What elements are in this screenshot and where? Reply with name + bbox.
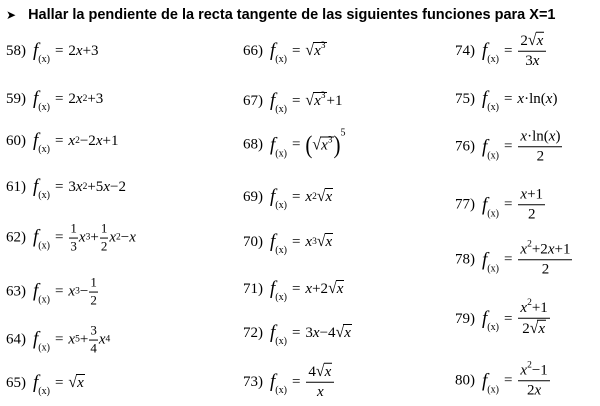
exercise-79: 79) f (x) = $x^2+1$ 2 √ x bbox=[455, 300, 551, 339]
function-expression: 3 x −4 √ x bbox=[305, 323, 351, 342]
exercise-number: 69) bbox=[243, 188, 263, 205]
exercise-76: 76) f (x) = $\frac{x\cdot\ln(x)}{2}$ bbox=[455, 128, 563, 166]
exercise-number: 72) bbox=[243, 324, 263, 341]
exercise-number: 76) bbox=[455, 138, 475, 155]
function-expression: x +2 √ x bbox=[305, 279, 344, 298]
exercise-63: 63) f (x) = x 3 − $\frac{1}{2}$ bbox=[6, 274, 97, 308]
exercise-number: 64) bbox=[6, 331, 26, 348]
exercise-61: 61) f (x) = 3 x 2 +5 x −2 bbox=[6, 176, 126, 201]
function-expression: √ $x^3$ +1 bbox=[305, 91, 343, 110]
function-expression: $\frac{x+1}{2}$ bbox=[520, 186, 544, 223]
function-expression: x 2 −2 x +1 bbox=[68, 132, 119, 149]
function-label: f (x) bbox=[482, 40, 499, 65]
function-expression: $x^2+1$ 2 √ x bbox=[520, 297, 548, 338]
function-label: f (x) bbox=[270, 90, 287, 115]
function-label: f (x) bbox=[482, 249, 499, 274]
function-label: f (x) bbox=[33, 227, 50, 252]
function-expression: ( √ $x^3$ ) 5 bbox=[305, 127, 346, 159]
exercise-80: 80) f (x) = $\frac{x^2-1}{2x}$ bbox=[455, 362, 551, 400]
exercise-number: 79) bbox=[455, 310, 475, 327]
function-expression: x 5 + $\frac{3}{4}$ x 4 bbox=[68, 322, 111, 356]
function-label: f (x) bbox=[482, 308, 499, 333]
exercise-59: 59) f (x) = 2 x 2 +3 bbox=[6, 88, 104, 113]
exercise-number: 70) bbox=[243, 233, 263, 250]
exercise-number: 59) bbox=[6, 90, 26, 107]
exercise-number: 63) bbox=[6, 283, 26, 300]
arrow-bullet-icon: ➤ bbox=[6, 8, 17, 22]
exercise-68: 68) f (x) = ( √ $x^3$ ) 5 bbox=[243, 127, 346, 159]
exercise-number: 65) bbox=[6, 374, 26, 391]
function-label: f (x) bbox=[33, 176, 50, 201]
function-label: f (x) bbox=[482, 370, 499, 395]
function-expression: 2 x +3 bbox=[68, 42, 99, 59]
exercise-78: 78) f (x) = $\frac{x^2+2x+1}{2}$ bbox=[455, 241, 573, 279]
exercise-58: 58) f (x) = 2 x +3 bbox=[6, 40, 99, 65]
exercise-73: 73) f (x) = 4 √ x x bbox=[243, 363, 335, 402]
function-label: f (x) bbox=[482, 194, 499, 219]
exercise-number: 71) bbox=[243, 280, 263, 297]
exercise-number: 78) bbox=[455, 251, 475, 268]
function-label: f (x) bbox=[33, 372, 50, 397]
function-label: f (x) bbox=[270, 278, 287, 303]
function-label: f (x) bbox=[33, 88, 50, 113]
function-expression: 4 √ x x bbox=[305, 363, 335, 402]
heading bbox=[6, 4, 555, 26]
exercise-65: 65) f (x) = √ x bbox=[6, 372, 84, 397]
exercise-number: 80) bbox=[455, 372, 475, 389]
exercise-77: 77) f (x) = $\frac{x+1}{2}$ bbox=[455, 186, 546, 224]
function-label: f (x) bbox=[270, 186, 287, 211]
heading-text: Hallar la pendiente de la recta tangente de las siguientes funciones para X=1 bbox=[28, 7, 556, 23]
exercise-72: 72) f (x) = 3 x −4 √ x bbox=[243, 322, 351, 347]
function-expression: 2 x 2 +3 bbox=[68, 90, 104, 107]
function-expression: √ $x^3$ bbox=[305, 41, 326, 60]
exercise-number: 58) bbox=[6, 42, 26, 59]
exercise-number: 66) bbox=[243, 42, 263, 59]
exercise-number: 73) bbox=[243, 373, 263, 390]
function-label: f (x) bbox=[33, 40, 50, 65]
function-label: f (x) bbox=[33, 329, 50, 354]
function-expression: $\frac{x\cdot\ln(x)}{2}$ bbox=[520, 128, 561, 165]
function-label: f (x) bbox=[270, 40, 287, 65]
function-label: f (x) bbox=[482, 136, 499, 161]
function-label: f (x) bbox=[270, 371, 287, 396]
function-expression: $\frac{x^2+2x+1}{2}$ bbox=[520, 239, 571, 278]
exercise-64: 64) f (x) = x 5 + $\frac{3}{4}$ x 4 bbox=[6, 322, 111, 356]
exercise-74: 74) f (x) = 2 √ x 3x bbox=[455, 32, 547, 71]
exercise-number: 61) bbox=[6, 178, 26, 195]
function-expression: √ x bbox=[68, 373, 84, 392]
function-expression: x ·ln( x ) bbox=[517, 90, 558, 107]
exercise-number: 74) bbox=[455, 42, 475, 59]
exercise-number: 68) bbox=[243, 136, 263, 153]
function-label: f (x) bbox=[33, 130, 50, 155]
exercise-71: 71) f (x) = x +2 √ x bbox=[243, 278, 344, 303]
function-expression: $\frac{1}{3}$ x 3 + $\frac{1}{2}$ x 2 − x bbox=[70, 220, 136, 254]
exercise-number: 75) bbox=[455, 90, 475, 107]
function-label: f (x) bbox=[270, 322, 287, 347]
exercise-62: 62) f (x) = $\frac{1}{3}$ x 3 + $\frac{1}{2}$ x 2 − x bbox=[6, 220, 136, 254]
exercise-number: 67) bbox=[243, 92, 263, 109]
function-label: f (x) bbox=[270, 134, 287, 159]
function-expression: $\frac{x^2-1}{2x}$ bbox=[520, 360, 548, 399]
function-expression: x 3 − $\frac{1}{2}$ bbox=[68, 274, 97, 308]
function-expression: 2 √ x 3x bbox=[517, 32, 547, 71]
exercise-67: 67) f (x) = √ $x^3$ +1 bbox=[243, 90, 343, 115]
function-expression: x 3 √ x bbox=[305, 232, 333, 251]
exercise-66: 66) f (x) = √ $x^3$ bbox=[243, 40, 326, 65]
function-label: f (x) bbox=[33, 281, 50, 306]
function-label: f (x) bbox=[270, 231, 287, 256]
function-expression: 3 x 2 +5 x −2 bbox=[68, 178, 126, 195]
function-label: f (x) bbox=[482, 88, 499, 113]
exercise-number: 77) bbox=[455, 196, 475, 213]
exercise-number: 60) bbox=[6, 132, 26, 149]
exercise-75: 75) f (x) = x ·ln( x ) bbox=[455, 88, 558, 113]
exercise-number: 62) bbox=[6, 229, 26, 246]
exercise-60: 60) f (x) = x 2 −2 x +1 bbox=[6, 130, 119, 155]
exercise-69: 69) f (x) = x 2 √ x bbox=[243, 186, 333, 211]
exercise-70: 70) f (x) = x 3 √ x bbox=[243, 231, 333, 256]
function-expression: x 2 √ x bbox=[305, 187, 333, 206]
